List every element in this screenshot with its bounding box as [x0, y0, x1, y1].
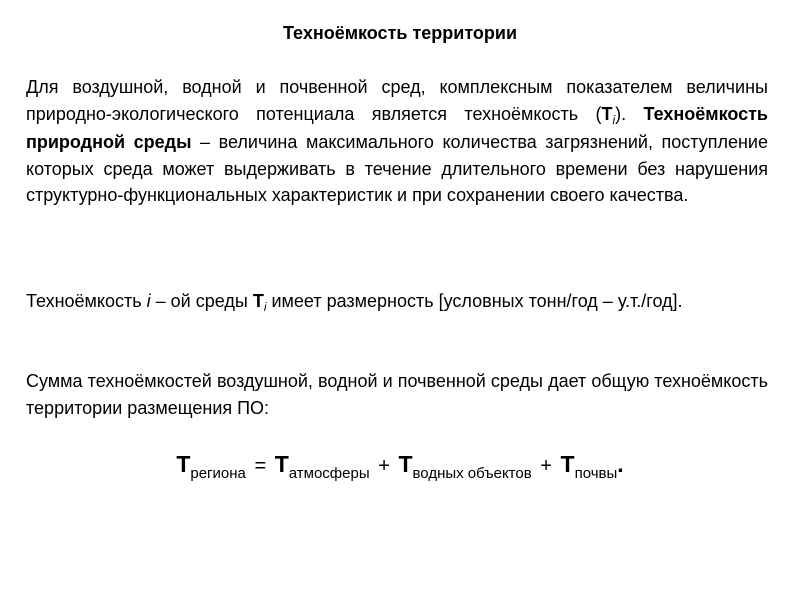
- formula-period: .: [617, 451, 624, 477]
- slide-title: Техноёмкость территории: [282, 23, 518, 43]
- paragraph-text: имеет размерность [условных тонн/год – у.т./год].: [266, 291, 683, 311]
- formula-subscript: водных объектов: [412, 465, 532, 482]
- symbol-t: Т: [601, 103, 613, 124]
- formula-operator: +: [540, 455, 552, 477]
- formula-subscript: региона: [190, 465, 246, 482]
- paragraph-text: Для воздушной, водной и почвенной сред, комплексным показателем величины природно-экологического потенциала является техноёмкость (: [26, 77, 768, 124]
- formula-subscript: почвы: [574, 465, 618, 482]
- formula-operator: +: [378, 455, 390, 477]
- paragraph-text: ).: [615, 103, 644, 124]
- formula-term: Т: [176, 451, 191, 477]
- formula-subscript: атмосферы: [288, 465, 370, 482]
- symbol-t: Т: [252, 291, 264, 311]
- formula: [0, 448, 800, 484]
- bold-term: Техноёмкость природной среды: [26, 103, 768, 152]
- paragraph-dimension: [26, 288, 768, 317]
- paragraph-text: Техноёмкость: [26, 291, 147, 311]
- italic-index: i: [146, 291, 151, 311]
- formula-operator: =: [254, 455, 267, 477]
- formula-term: Т: [398, 451, 413, 477]
- formula-term: Т: [274, 451, 289, 477]
- paragraph-text: – ой среды: [150, 291, 253, 311]
- formula-term: Т: [560, 451, 575, 477]
- paragraph-definition: [26, 74, 768, 209]
- symbol-subscript: i: [263, 300, 267, 314]
- paragraph-sum: Сумма техноёмкостей воздушной, водной и почвенной среды дает общую техноёмкость территории размещения ПО:: [26, 371, 768, 418]
- symbol-subscript: i: [612, 112, 616, 127]
- paragraph-text: – величина максимального количества загрязнений, поступление которых среда может выдерживать в течение длительного времени без нарушения структурно-функциональных характеристик и при сохранении своего качества.: [26, 132, 769, 205]
